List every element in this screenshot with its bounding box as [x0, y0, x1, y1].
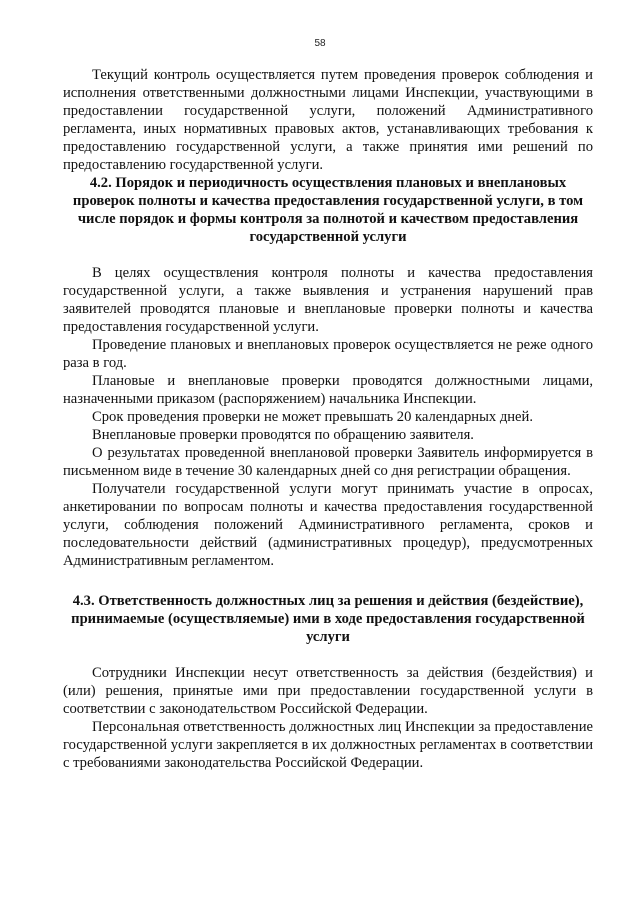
- paragraph-current-control: Текущий контроль осуществляется путем проведения проверок соблюдения и исполнения ответственными должностными лицами Инспекции, участвующими в предоставлении государственной услуги, положений Административного регламента, иных нормативных правовых актов, устанавливающих требования к предоставлению государственной услуги, а также принятия ими решений по предоставлению государственной услуги.: [63, 67, 593, 173]
- section-heading-4-3: 4.3. Ответственность должностных лиц за решения и действия (бездействие), принимаемые (осуществляемые) ими в ходе предоставления государственной услуги: [71, 593, 585, 645]
- paragraph: Внеплановые проверки проводятся по обращению заявителя.: [92, 427, 474, 443]
- paragraph: Срок проведения проверки не может превышать 20 календарных дней.: [92, 409, 533, 425]
- paragraph: В целях осуществления контроля полноты и качества предоставления государственной услуги, а также выявления и устранения нарушений прав заявителей проводятся плановые и внеплановые проверки полноты и качества предоставления государственной услуги.: [63, 265, 593, 335]
- paragraph: Плановые и внеплановые проверки проводятся должностными лицами, назначенными приказом (распоряжением) начальника Инспекции.: [63, 373, 593, 407]
- paragraph: Сотрудники Инспекции несут ответственность за действия (бездействия) и (или) решения, принятые ими при предоставлении государственной услуги в соответствии с законодательством Российской Федерации.: [63, 665, 593, 717]
- page-number: 58: [314, 38, 326, 49]
- paragraph: Проведение плановых и внеплановых проверок осуществляется не реже одного раза в год.: [63, 337, 593, 371]
- paragraph: О результатах проведенной внеплановой проверки Заявитель информируется в письменном виде в течение 30 календарных дней со дня регистрации обращения.: [63, 445, 593, 479]
- section-4-3-body: [63, 664, 593, 772]
- paragraph: Персональная ответственность должностных лиц Инспекции за предоставление государственной услуги закрепляется в их должностных регламентах в соответствии с требованиями законодательства Российской Федерации.: [63, 719, 593, 771]
- section-4-2-body: [63, 264, 593, 570]
- section-heading-4-2: 4.2. Порядок и периодичность осуществления плановых и внеплановых проверок полноты и качества предоставления государственной услуги, в том числе порядок и формы контроля за полнотой и качеством предоставления государственной услуги: [72, 175, 584, 245]
- paragraph: Получатели государственной услуги могут принимать участие в опросах, анкетировании по вопросам полноты и качества предоставления государственной услуги, соблюдения положений Административного регламента, сроков и последовательности действий (административных процедур), предусмотренных Административным регламентом.: [63, 481, 593, 569]
- document-body: [63, 66, 593, 772]
